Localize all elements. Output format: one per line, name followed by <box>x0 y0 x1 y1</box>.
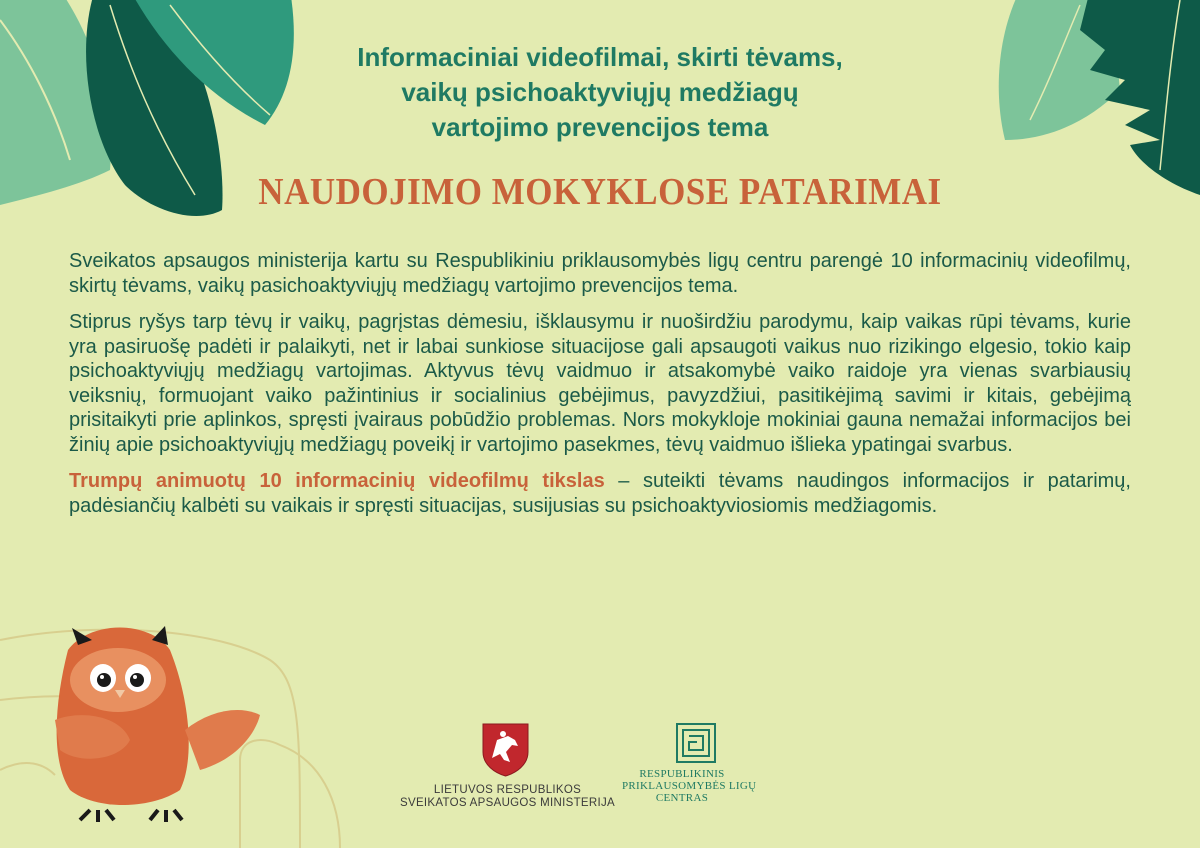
subtitle <box>260 40 940 145</box>
page-title: NAUDOJIMO MOKYKLOSE PATARIMAI <box>258 170 942 213</box>
subtitle-line: vartojimo prevencijos tema <box>431 112 769 142</box>
center-logo <box>622 722 757 804</box>
ministry-name-line: LIETUVOS RESPUBLIKOS <box>433 784 582 796</box>
body-text <box>69 249 1131 530</box>
center-name-line: RESPUBLIKINIS <box>639 768 725 780</box>
paragraph-intro: Sveikatos apsaugos ministerija kartu su Respublikiniu priklausomybės ligų centru parengė 10 informacinių videofilmų, skirtų tėvams, vaikų pasichoaktyviųjų medžiagų vartojimo prevencijos tema. <box>69 250 1131 297</box>
ministry-name-line: SVEIKATOS APSAUGOS MINISTERIJA <box>400 797 615 809</box>
goal-highlight: Trumpų animuotų 10 informacinių videofilmų tikslas <box>69 470 605 492</box>
subtitle-line: Informaciniai videofilmai, skirti tėvams, <box>357 42 843 72</box>
center-name-line: CENTRAS <box>655 792 709 804</box>
center-name-line: PRIKLAUSOMYBĖS LIGŲ <box>622 780 757 792</box>
owl-illustration <box>55 626 260 822</box>
paragraph-goal <box>69 469 1131 518</box>
goal-text: – suteikti tėvams naudingos informacijos ir patarimų, padėsiančių kalbėti su vaikais ir spręsti situacijas, susijusias su psichoaktyviosiomis medžiagomis. <box>69 470 1131 517</box>
ministry-logo <box>395 722 620 810</box>
subtitle-line: vaikų psichoaktyviųjų medžiagų <box>401 77 799 107</box>
paragraph-main: Stiprus ryšys tarp tėvų ir vaikų, pagrįstas dėmesiu, išklausymu ir nuoširdžiu parodymu, kaip vaikas rūpi tėvams, kurie yra pasiruošę padėti ir palaikyti, net ir labai sunkiose situacijose gali apsaugoti vaikus nuo rizikingo elgesio, tokio kaip psichoaktyviųjų medžiagų vartojimas. Aktyvus tėvų vaidmuo ir atsakomybė vaiko raidoje yra vienas svarbiausių veiksnių, formuojant vaiko pažintinius ir socialinius gebėjimus, pavyzdžiui, pasitikėjimą savimi ir kitais, gebėjimą prisitaikyti prie aplinkos, spręsti įvairaus pobūdžio problemas. Nors mokykloje mokiniai gauna nemažai informacijos bei žinių apie psichoaktyviųjų medžiagų poveikį ir vartojimo pasekmes, tėvų vaidmuo išlieka ypatingai svarbus. <box>69 311 1131 456</box>
